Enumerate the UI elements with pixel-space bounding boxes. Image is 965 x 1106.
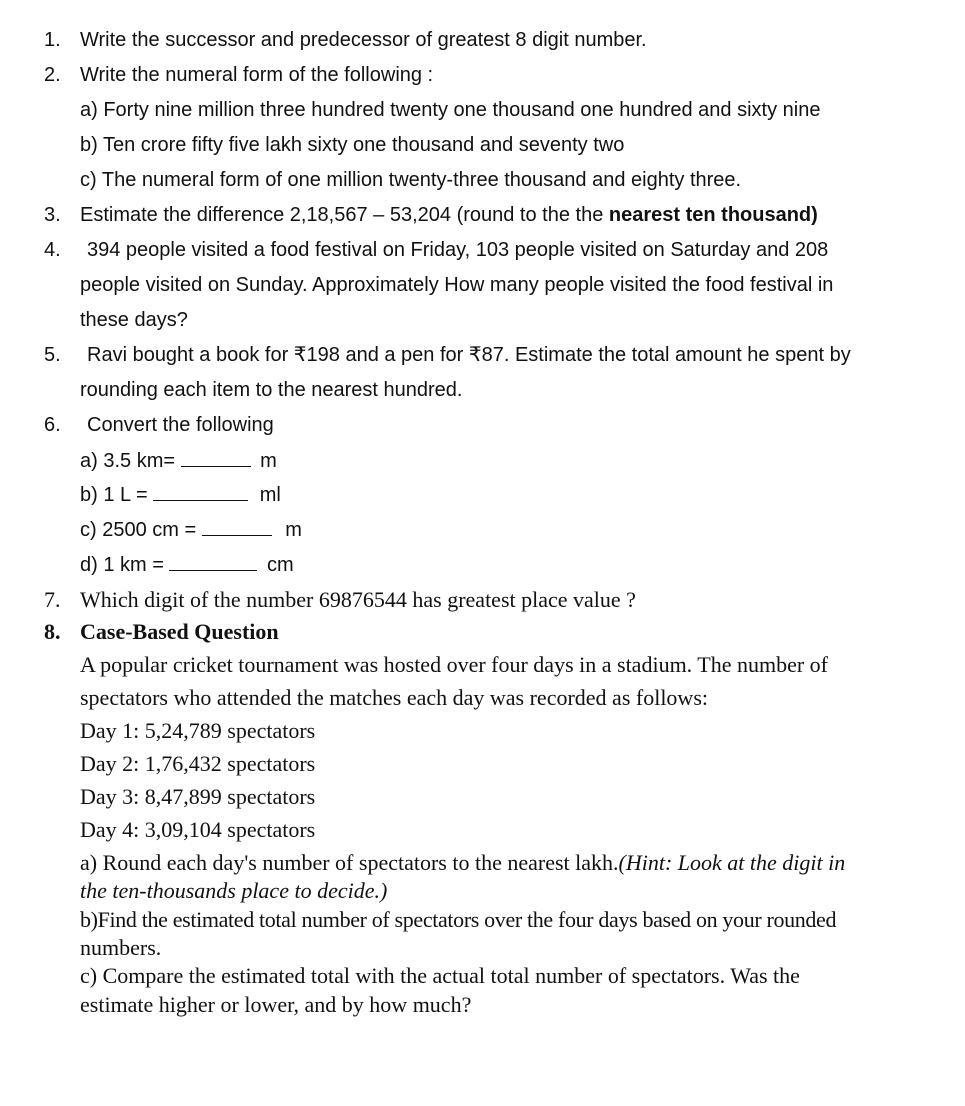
q6-b-unit: ml: [259, 484, 281, 506]
q7-text: Which digit of the number 69876544 has greatest place value ?: [80, 587, 636, 612]
q8-part-c-2: estimate higher or lower, and by how much?: [80, 992, 472, 1017]
q6-part-d: [80, 553, 294, 577]
q4-line-3: these days?: [80, 309, 188, 331]
q8-intro-1: A popular cricket tournament was hosted over four days in a stadium. The number of: [80, 652, 829, 677]
q8-part-b-1: b)Find the estimated total number of spectators over the four days based on your rounded: [80, 907, 837, 932]
q6-d-unit: cm: [267, 554, 294, 576]
q6-number: 6.: [44, 414, 61, 436]
q6-d-label: d) 1 km =: [80, 554, 164, 576]
q8-day-2: Day 2: 1,76,432 spectators: [80, 751, 316, 776]
q6-part-c: [80, 518, 302, 542]
q6-b-blank[interactable]: [153, 484, 248, 501]
q5-line-1: Ravi bought a book for ₹198 and a pen for ₹87. Estimate the total amount he spent by: [87, 344, 851, 366]
q8-part-b-2: numbers.: [80, 935, 162, 960]
q5-number: 5.: [44, 344, 61, 366]
q8-part-a: [80, 850, 845, 876]
q2-text: Write the numeral form of the following :: [80, 64, 434, 86]
q8-day-3: Day 3: 8,47,899 spectators: [80, 784, 316, 809]
q6-a-unit: m: [260, 450, 277, 472]
q8-intro-2: spectators who attended the matches each day was recorded as follows:: [80, 685, 708, 710]
q2-part-a: a) Forty nine million three hundred twenty one thousand one hundred and sixty nine: [80, 99, 821, 121]
q4-number: 4.: [44, 239, 61, 261]
q1-text: Write the successor and predecessor of greatest 8 digit number.: [80, 29, 647, 51]
q5-line-2: rounding each item to the nearest hundred.: [80, 379, 463, 401]
q6-part-b: [80, 483, 281, 507]
q6-b-label: b) 1 L =: [80, 484, 148, 506]
q3-text: [80, 203, 818, 227]
q4-line-1: 394 people visited a food festival on Friday, 103 people visited on Saturday and 208: [87, 239, 829, 261]
q2-number: 2.: [44, 64, 61, 86]
q1-number: 1.: [44, 29, 61, 51]
q8-a-hint: (Hint: Look at the digit in: [618, 850, 846, 875]
q8-part-a-hint-cont: [80, 878, 387, 904]
q6-c-unit: m: [285, 519, 302, 541]
q2-part-b: b) Ten crore fifty five lakh sixty one thousand and seventy two: [80, 134, 625, 156]
q8-number: 8.: [44, 619, 61, 644]
q7-number: 7.: [44, 587, 61, 612]
q6-a-label: a) 3.5 km=: [80, 450, 176, 472]
q4-line-2: people visited on Sunday. Approximately How many people visited the food festival in: [80, 274, 834, 296]
q3-text-main: Estimate the difference 2,18,567 – 53,204 (round to the the: [80, 204, 609, 226]
q8-title: Case-Based Question: [80, 619, 279, 644]
q6-d-blank[interactable]: [169, 554, 257, 571]
q8-a-text: a) Round each day's number of spectators to the nearest lakh.: [80, 850, 619, 875]
q8-part-c-1: c) Compare the estimated total with the actual total number of spectators. Was the: [80, 963, 800, 988]
q6-c-label: c) 2500 cm =: [80, 519, 197, 541]
q8-a-hint-2: the ten-thousands place to decide.): [80, 878, 388, 903]
q8-day-1: Day 1: 5,24,789 spectators: [80, 718, 316, 743]
q6-text: Convert the following: [87, 414, 274, 436]
q6-c-blank[interactable]: [202, 519, 272, 536]
q8-day-4: Day 4: 3,09,104 spectators: [80, 817, 316, 842]
q3-text-bold: nearest ten thousand): [608, 204, 818, 226]
q6-part-a: [80, 449, 277, 473]
q3-number: 3.: [44, 204, 61, 226]
q2-part-c: c) The numeral form of one million twenty-three thousand and eighty three.: [80, 169, 742, 191]
q6-a-blank[interactable]: [181, 450, 251, 467]
